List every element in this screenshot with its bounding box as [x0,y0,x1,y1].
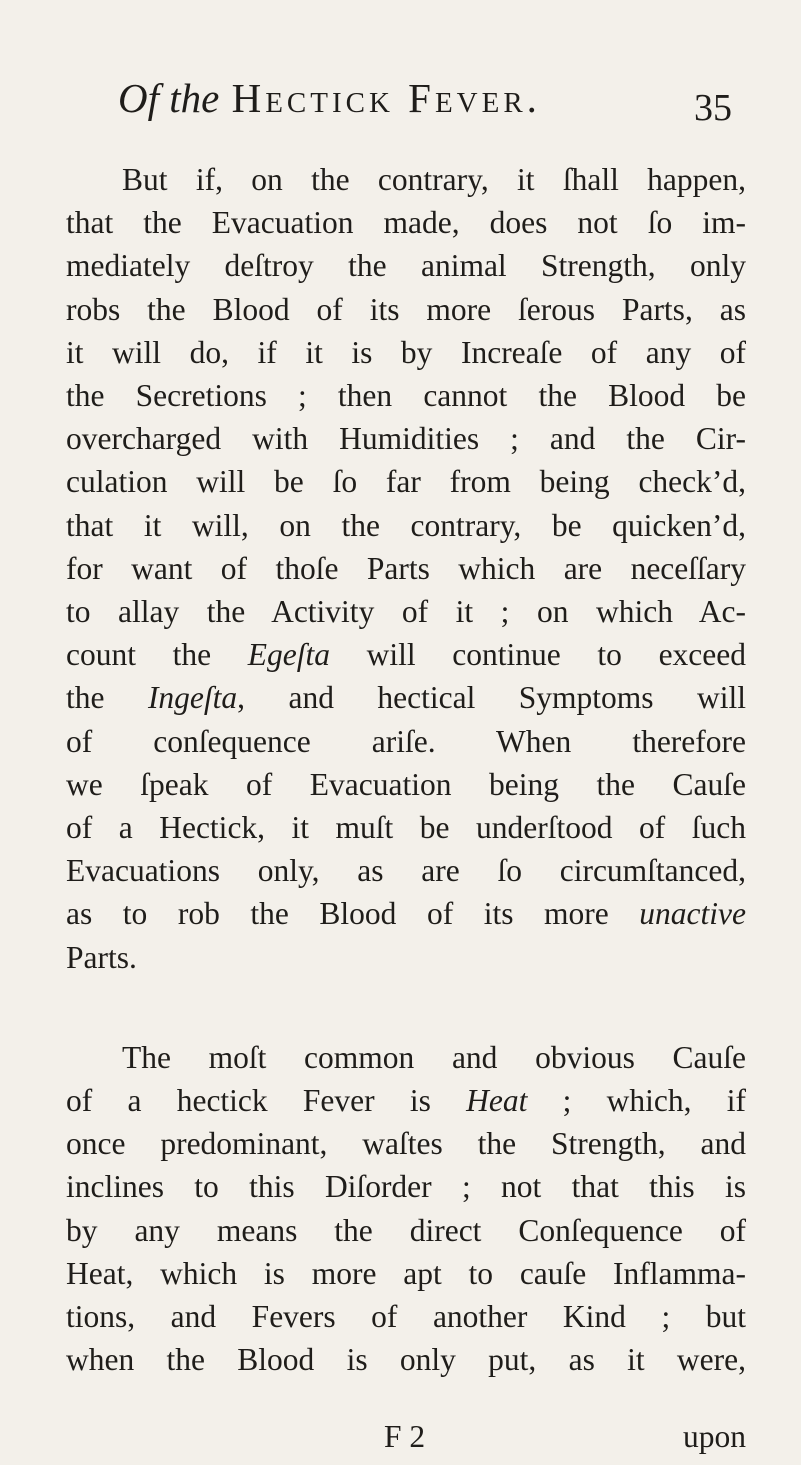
italic-term: Egeſta [247,637,330,673]
text-line [66,763,746,806]
paragraph [66,1036,746,1382]
text-run: of a Hectick, it muſt be underſtood of ſuch [66,810,746,846]
text-run: ; which, if [527,1083,746,1119]
text-run: by any means the direct Conſequence of [66,1212,746,1248]
text-run: Evacuations only, as are ſo circumſtanced, [66,853,746,889]
text-run: overcharged with Humidities ; and the Cir- [66,421,746,457]
running-head-title: Hectick Fever. [231,75,541,121]
text-run: inclines to this Diſorder ; not that this is [66,1169,746,1205]
text-line [66,1295,746,1338]
text-line [66,158,746,201]
text-line [66,331,746,374]
text-line [66,1209,746,1252]
text-line [66,720,746,763]
text-line [66,849,746,892]
text-line [66,201,746,244]
text-run: Parts. [66,939,137,975]
catchword: upon [683,1419,746,1454]
text-run: the [66,680,148,716]
text-line [66,547,746,590]
text-line [66,892,746,935]
text-line [66,936,746,979]
text-run: , and hectical Symptoms will [237,680,747,716]
italic-term: Heat [466,1083,528,1119]
text-line [66,806,746,849]
text-line [66,288,746,331]
text-run: But if, on the contrary, it ſhall happen, [122,162,746,197]
text-line [66,633,746,676]
text-line [66,1079,746,1122]
text-run: will continue to exceed [330,637,746,673]
text-run: tions, and Fevers of another Kind ; but [66,1299,746,1335]
text-run: we ſpeak of Evacuation being the Cauſe [66,766,746,802]
text-line [66,1165,746,1208]
body-text [66,158,746,1381]
text-run: the Secretions ; then cannot the Blood be [66,378,746,414]
text-run: that it will, on the contrary, be quicken’d, [66,507,746,543]
text-line [66,1036,746,1079]
text-run: to allay the Activity of it ; on which Ac- [66,594,746,630]
text-line [66,244,746,287]
text-run: as to rob the Blood of its more [66,896,640,932]
text-run: of conſequence ariſe. When therefore [66,723,746,759]
text-line [66,374,746,417]
paragraph-gap [66,979,746,1036]
text-run: count the [66,637,248,673]
text-line [66,417,746,460]
paragraph [66,158,746,979]
text-run: The moſt common and obvious Cauſe [122,1039,746,1075]
running-head-prefix: Of the [118,75,220,121]
text-run: when the Blood is only put, as it were, [66,1342,746,1378]
page-number: 35 [694,87,732,129]
text-run: culation will be ſo far from being check’d, [66,464,746,500]
text-line [66,1122,746,1165]
text-line [66,1252,746,1295]
text-line [66,676,746,719]
text-run: for want of thoſe Parts which are neceſſary [66,550,746,586]
text-line [66,590,746,633]
text-run: of a hectick Fever is [66,1083,467,1119]
text-line [66,504,746,547]
signature-mark: F 2 [384,1419,426,1454]
text-run: robs the Blood of its more ſerous Parts, as [66,291,746,327]
text-run: once predominant, waſtes the Strength, and [66,1126,746,1162]
running-head [118,68,718,128]
text-run: mediately deſtroy the animal Strength, only [66,248,746,284]
text-line [66,460,746,503]
text-run: Heat, which is more apt to cauſe Inflamma- [66,1255,746,1291]
italic-term: unactive [639,896,746,932]
text-run: that the Evacuation made, does not ſo im- [66,205,746,241]
text-run: it will do, if it is by Increaſe of any of [66,334,746,370]
italic-term: Ingeſta [147,680,238,716]
text-line [66,1338,746,1381]
